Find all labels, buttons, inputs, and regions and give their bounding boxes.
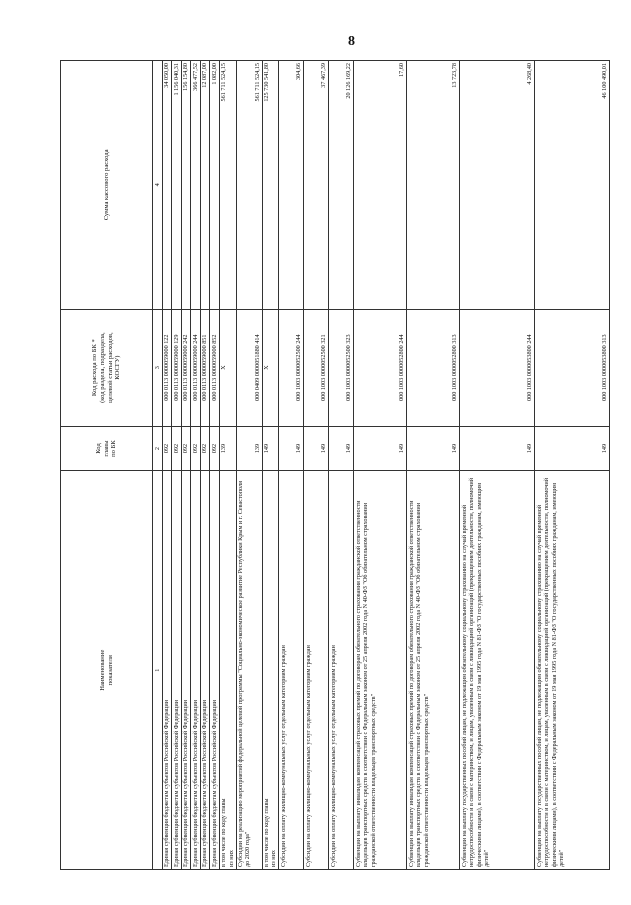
table-row [407,61,460,870]
table-row [191,61,201,870]
table-row [279,61,304,870]
row-bk-code: 000 1003 0000052800 244 [354,309,407,426]
row-sum: 156 154,80 [181,61,191,310]
row-chief-code: 149 [535,426,610,471]
row-bk-code: 000 0113 0000059000 851 [200,309,210,426]
page-number: 8 [348,34,355,49]
table-row [210,61,220,870]
row-sum: 46 100 490,01 [535,61,610,310]
row-name: Субвенции на выплату государственных пособий лицам, не подлежащим обязательному социальному страхованию на случай временной нетрудоспособности и в связи с материнством, и лицам, уволенным в связи с ликвидацией организаций (прекращением деятельности, полномочий физическими лицами), в соответствии с Федеральным законом от 19 мая 1995 года N 81-ФЗ "О государственных пособиях гражданам, имеющим детей" [460,471,535,870]
row-bk-code: 000 0409 0000051880 414 [236,309,262,426]
row-bk-code: X [219,309,236,426]
table-row [262,61,279,870]
header-code-chief: Код главы по БК [61,426,153,471]
table-row [162,61,172,870]
table-row [181,61,191,870]
column-number: 2 [153,426,163,471]
row-chief-code: 092 [191,426,201,471]
table-body [162,61,610,870]
row-bk-code: 000 1003 0000053800 244 [460,309,535,426]
row-sum: 17,60 [354,61,407,310]
row-sum: 13 723,78 [407,61,460,310]
row-sum: 37 467,39 [304,61,329,310]
row-chief-code: 139 [219,426,236,471]
row-name: Субсидии на реализацию мероприятий федеральной целевой программы "Социально-экономическое развитие Республики Крым и г. Севастополя до 2020 года" [236,471,262,870]
table-row [460,61,535,870]
table-row [535,61,610,870]
header-name: Наименование показателя [61,471,153,870]
table-row [236,61,262,870]
table-row [304,61,329,870]
row-name: Субвенции на выплату инвалидам компенсаций страховых премий по договорам обязательного страхования гражданской ответственности владельцев транспортных средств в соответствии с Федеральным законом от 25 апреля 2002 года N 40-ФЗ "Об обязательном страховании гражданской ответственности владельцев транспортных средств" [354,471,407,870]
row-name: Единая субвенция бюджетам субъектов Российской Федерации [210,471,220,870]
row-chief-code: 092 [162,426,172,471]
row-chief-code: 092 [200,426,210,471]
table-row [200,61,210,870]
row-name: в том числе по коду главы из них [262,471,279,870]
row-bk-code: 000 1003 0000052500 321 [304,309,329,426]
row-bk-code: 000 0113 0000059000 129 [172,309,182,426]
row-sum: 34 050,00 [162,61,172,310]
row-sum: 561 711 524,15 [219,61,236,310]
row-bk-code: 000 0113 0000059000 244 [191,309,201,426]
row-bk-code: 000 0113 0000059000 242 [181,309,191,426]
row-name: Субсидии на оплату жилищно-коммунальных услуг отдельным категориям граждан [304,471,329,870]
row-sum: 561 711 524,15 [236,61,262,310]
row-bk-code: 000 1003 0000052500 323 [329,309,354,426]
row-chief-code: 139 [236,426,262,471]
table-row [329,61,354,870]
row-bk-code: 000 0113 0000059000 852 [210,309,220,426]
header-sum: Сумма кассового расхода [61,61,153,310]
row-chief-code: 149 [354,426,407,471]
row-name: Субсидии на оплату жилищно-коммунальных услуг отдельным категориям граждан [279,471,304,870]
row-bk-code: X [262,309,279,426]
row-bk-code: 000 1003 0000053800 313 [535,309,610,426]
row-chief-code: 149 [460,426,535,471]
row-sum: 4 268,40 [460,61,535,310]
row-name: Единая субвенция бюджетам субъектов Российской Федерации [172,471,182,870]
row-chief-code: 149 [329,426,354,471]
column-number: 1 [153,471,163,870]
row-bk-code: 000 0113 0000059000 122 [162,309,172,426]
table-row [354,61,407,870]
column-number-row [153,61,163,870]
row-sum: 366 477,52 [191,61,201,310]
row-chief-code: 092 [210,426,220,471]
row-name: Субвенции на выплату государственных пособий лицам, не подлежащим обязательному социальному страхованию на случай временной нетрудоспособности и в связи с материнством, и лицам, уволенным в связи с ликвидацией организаций (прекращением деятельности, полномочий физическими лицами), в соответствии с Федеральным законом от 19 мая 1995 года N 81-ФЗ "О государственных пособиях гражданам, имеющим детей" [535,471,610,870]
row-name: Единая субвенция бюджетам субъектов Российской Федерации [181,471,191,870]
row-chief-code: 092 [172,426,182,471]
row-chief-code: 149 [407,426,460,471]
row-name: Субвенции на выплату инвалидам компенсаций страховых премий по договорам обязательного страхования гражданской ответственности владельцев транспортных средств в соответствии с Федеральным законом от 25 апреля 2002 года N 40-ФЗ "Об обязательном страховании гражданской ответственности владельцев транспортных средств" [407,471,460,870]
row-chief-code: 149 [279,426,304,471]
row-sum: 12 087,00 [200,61,210,310]
row-name: Единая субвенция бюджетам субъектов Российской Федерации [162,471,172,870]
row-sum: 1 156 040,31 [172,61,182,310]
header-code-bk: Код расхода по БК * (код раздела, подраздела, целевой статьи расходов, КОСГУ) [61,309,153,426]
table-row [219,61,236,870]
column-number: 4 [153,61,163,310]
column-number: 3 [153,309,163,426]
row-chief-code: 149 [262,426,279,471]
row-sum: 1 082,00 [210,61,220,310]
row-chief-code: 092 [181,426,191,471]
row-sum: 125 730 541,80 [262,61,279,310]
table-header-row [61,61,153,870]
row-name: Единая субвенция бюджетам субъектов Российской Федерации [191,471,201,870]
row-sum: 304,66 [279,61,304,310]
row-name: Единая субвенция бюджетам субъектов Российской Федерации [200,471,210,870]
row-bk-code: 000 1003 0000052800 313 [407,309,460,426]
row-sum: 20 126 169,22 [329,61,354,310]
row-name: Субсидии на оплату жилищно-коммунальных услуг отдельным категориям граждан [329,471,354,870]
expense-table [60,60,610,870]
row-bk-code: 000 1003 0000052500 244 [279,309,304,426]
row-name: в том числе по коду главы из них [219,471,236,870]
row-chief-code: 149 [304,426,329,471]
rotated-table-container [60,60,609,870]
table-row [172,61,182,870]
